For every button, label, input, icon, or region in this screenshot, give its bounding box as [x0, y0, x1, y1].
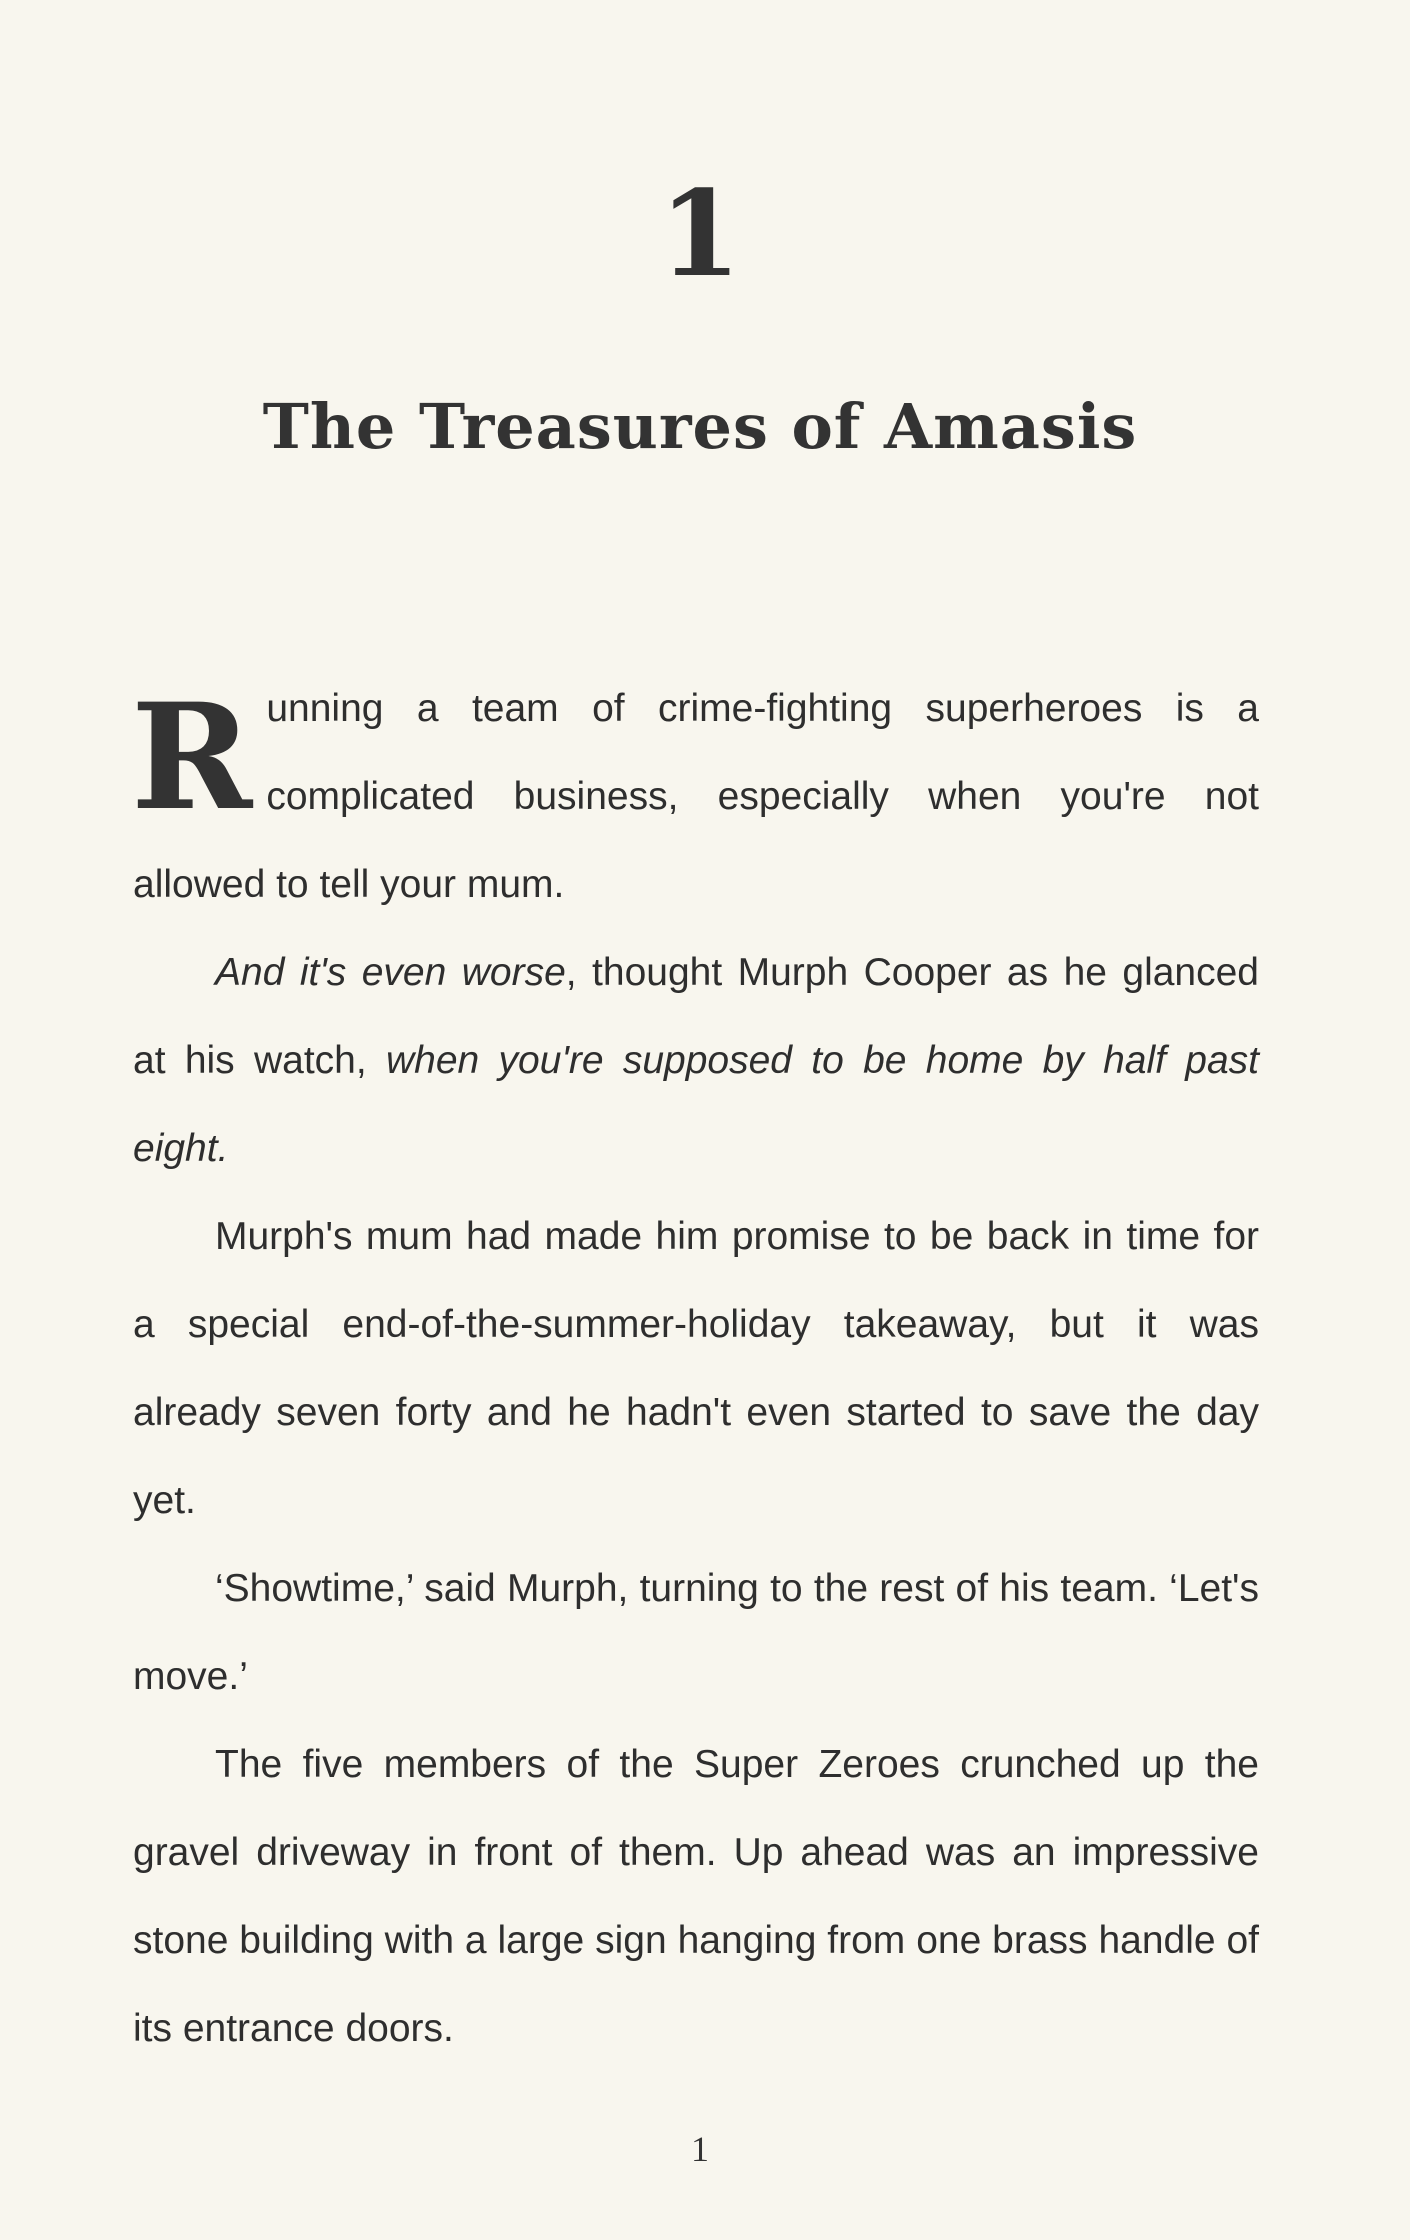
paragraph	[133, 665, 1259, 929]
page-number: 1	[691, 2129, 709, 2169]
paragraph	[133, 1193, 1259, 1545]
paragraph	[133, 929, 1259, 1193]
paragraph	[133, 1545, 1259, 1721]
drop-cap: R	[131, 672, 253, 843]
italic-text: And it's even worse	[215, 951, 566, 994]
chapter-title: The Treasures of Amasis	[262, 390, 1138, 463]
text-run: ‘Showtime,’ said Murph, turning to the rest of his team. ‘Let's move.’	[133, 1567, 1259, 1698]
text-run: Murph's mum had made him promise to be back in time for a special end-of-the-summer-holiday takeaway, but it was already seven forty and he hadn't even started to save the day yet.	[133, 1215, 1259, 1522]
paragraph	[133, 1721, 1259, 2073]
body-text	[133, 665, 1259, 2073]
text-run: unning a team of crime-fighting superheroes is a complicated business, especially when you're not allowed to tell your mum.	[133, 687, 1259, 906]
text-run: , thought Murph Cooper as he glanced at his watch,	[133, 951, 1259, 1082]
italic-text: when you're supposed to be home by half past eight.	[133, 1039, 1260, 1170]
chapter-number: 1	[658, 164, 742, 303]
text-run: The five members of the Super Zeroes crunched up the gravel driveway in front of them. Up ahead was an impressive stone building with a large sign hanging from one brass handle of its entrance doors.	[133, 1743, 1259, 2050]
